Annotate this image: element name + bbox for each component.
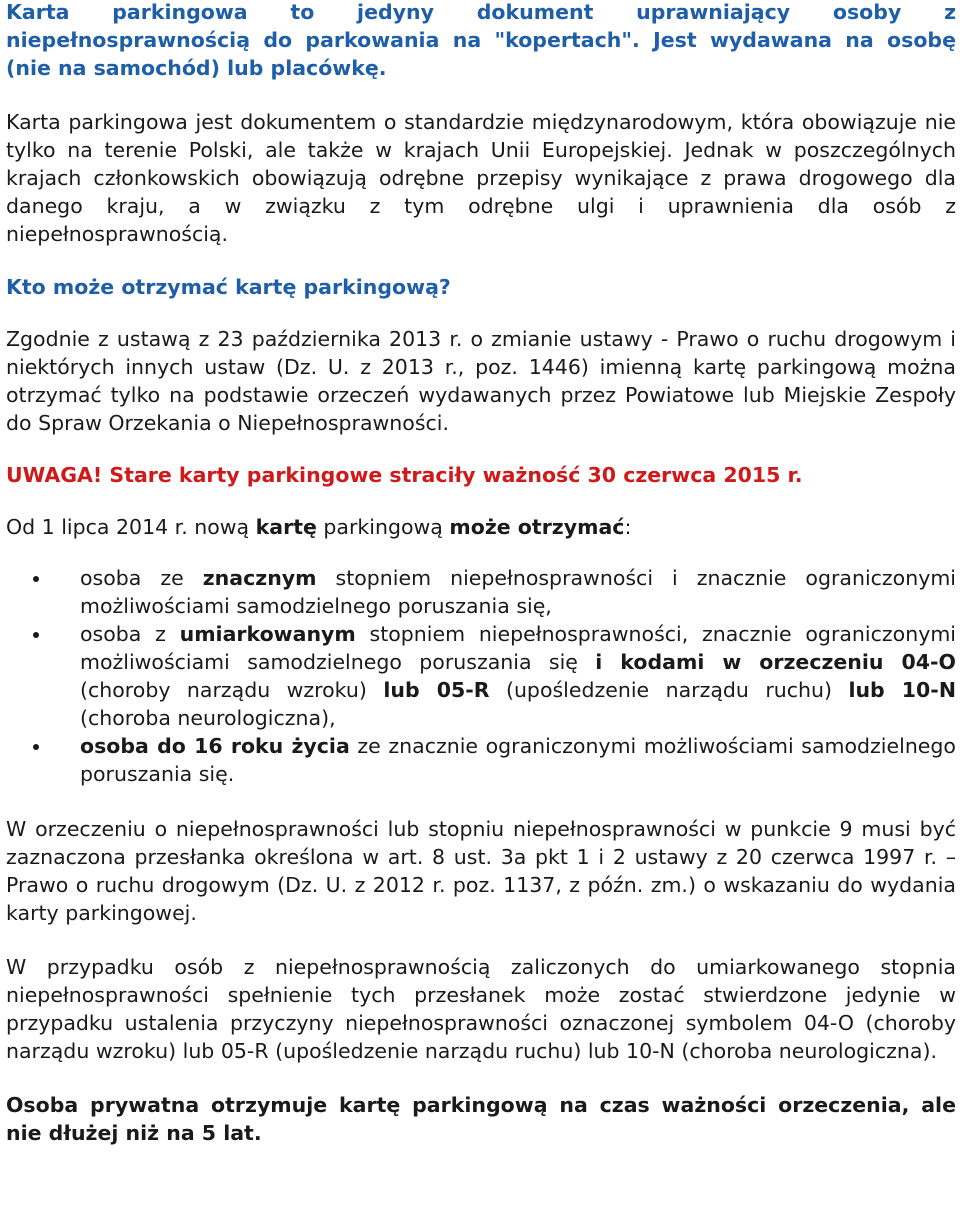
list-item-text: (choroby narządu wzroku) (80, 678, 384, 702)
eligibility-text-1: Od 1 lipca 2014 r. nową (6, 515, 256, 539)
list-item-bold: i kodami w orzeczeniu 04-O (595, 650, 956, 674)
list-item (6, 564, 956, 620)
paragraph-legal-basis: Zgodnie z ustawą z 23 października 2013 r. o zmianie ustawy - Prawo o ruchu drogowym i niektórych innych ustaw (Dz. U. z 2013 r., poz. 1446) imienną kartę parkingową można otrzymać tylko na podstawie orzeczeń wydawanych przez Powiatowe lub Miejskie Zespoły do Spraw Orzekania o Niepełnosprawności. (6, 327, 956, 435)
list-item-bold: znacznym (202, 566, 317, 590)
eligibility-text-3: : (624, 515, 632, 539)
warning-paragraph (6, 461, 956, 489)
paragraph-moderate-disability: W przypadku osób z niepełnosprawnością zaliczonych do umiarkowanego stopnia niepełnosprawności spełnienie tych przesłanek może zostać stwierdzone jedynie w przypadku ustalenia przyczyny niepełnosprawności oznaczonej symbolem 04-O (choroby narządu wzroku) lub 05-R (upośledzenie narządu ruchu) lub 10-N (choroba neurologiczna). (6, 955, 956, 1063)
list-item-text: (upośledzenie narządu ruchu) (489, 678, 849, 702)
section-heading: Kto może otrzymać kartę parkingową? (6, 275, 451, 299)
list-item-bold: umiarkowanym (179, 622, 356, 646)
list-item-text: stopniem niepełnosprawności, znacznie ograniczonymi możliwościami samodzielnego poruszania się (80, 622, 956, 674)
paragraph-certificate-requirement: W orzeczeniu o niepełnosprawności lub stopniu niepełnosprawności w punkcie 9 musi być zaznaczona przesłanka określona w art. 8 ust. 3a pkt 1 i 2 ustawy z 20 czerwca 1997 r. – Prawo o ruchu drogowym (Dz. U. z 2012 r. poz. 1137, z późn. zm.) o wskazaniu do wydania karty parkingowej. (6, 817, 956, 925)
list-item-text: osoba z (80, 622, 180, 646)
eligibility-bold-1: kartę (255, 515, 317, 539)
intro-paragraph: Karta parkingowa to jedyny dokument uprawniający osoby z niepełnosprawnością do parkowania na "kopertach". Jest wydawana na osobę (nie na samochód) lub placówkę. (6, 0, 956, 80)
list-item (6, 620, 956, 732)
warning-label: UWAGA! (6, 463, 103, 487)
list-item-bold: osoba do 16 roku życia (80, 734, 350, 758)
list-item (6, 732, 956, 788)
eligibility-text-2: parkingową (316, 515, 450, 539)
final-paragraph: Osoba prywatna otrzymuje kartę parkingową na czas ważności orzeczenia, ale nie dłużej niż na 5 lat. (6, 1093, 956, 1145)
list-item-text: (choroba neurologiczna), (80, 706, 336, 730)
eligibility-intro (6, 513, 956, 541)
list-item-text: stopniem niepełnosprawności i znacznie ograniczonymi możliwościami samodzielnego poruszania się, (80, 566, 956, 618)
list-item-bold: lub 05-R (383, 678, 490, 702)
paragraph-international-standard: Karta parkingowa jest dokumentem o standardzie międzynarodowym, która obowiązuje nie tylko na terenie Polski, ale także w krajach Unii Europejskiej. Jednak w poszczególnych krajach członkowskich obowiązują odrębne przepisy wynikające z prawa drogowego dla danego kraju, a w związku z tym odrębne ulgi i uprawnienia dla osób z niepełnosprawnością. (6, 110, 956, 246)
warning-text: Stare karty parkingowe straciły ważność 30 czerwca 2015 r. (102, 463, 803, 487)
eligibility-bold-2: może otrzymać (449, 515, 625, 539)
eligibility-list (6, 564, 956, 788)
list-item-text: osoba ze (80, 566, 203, 590)
list-item-text: ze znacznie ograniczonymi możliwościami samodzielnego poruszania się. (80, 734, 956, 786)
list-item-bold: lub 10-N (848, 678, 956, 702)
